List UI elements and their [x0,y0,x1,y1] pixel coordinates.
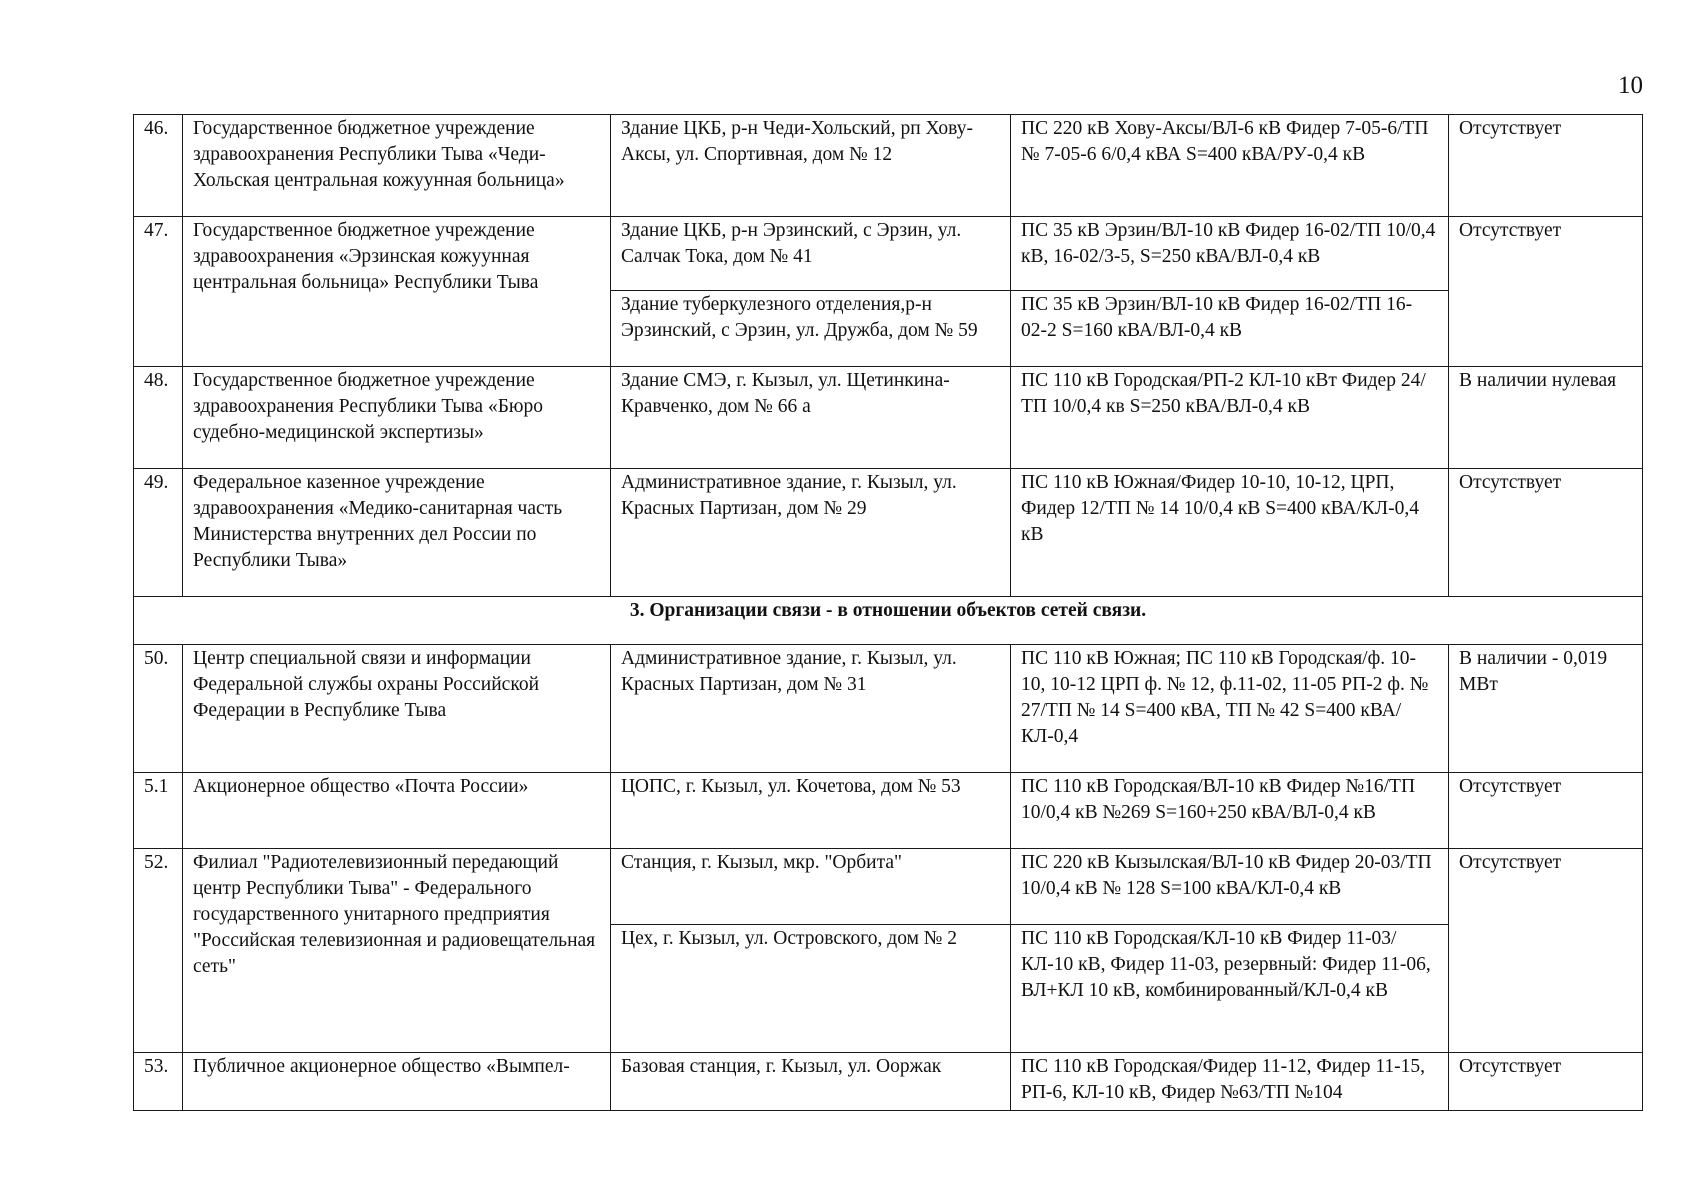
power-supply-scheme: ПС 110 кВ Городская/Фидер 11-12, Фидер 11-15, РП-6, КЛ-10 кВ, Фидер №63/ТП №104 [1011,1053,1449,1111]
row-number: 53. [134,1053,183,1111]
power-supply-scheme: ПС 220 кВ Хову-Аксы/ВЛ-6 кВ Фидер 7-05-6/ТП № 7-05-6 6/0,4 кВА S=400 кВА/РУ-0,4 кВ [1011,115,1449,217]
reserve-status: В наличии нулевая [1449,367,1643,469]
power-supply-scheme: ПС 35 кВ Эрзин/ВЛ-10 кВ Фидер 16-02/ТП 10/0,4 кВ, 16-02/3-5, S=250 кВА/ВЛ-0,4 кВ [1011,217,1449,291]
object-address: Административное здание, г. Кызыл, ул. Красных Партизан, дом № 29 [611,469,1011,597]
organization-name: Центр специальной связи и информации Федеральной службы охраны Российской Федерации в Республике Тыва [183,645,611,773]
reserve-status: Отсутствует [1449,1053,1643,1111]
power-supply-scheme: ПС 110 кВ Южная; ПС 110 кВ Городская/ф. 10-10, 10-12 ЦРП ф. № 12, ф.11-02, 11-05 РП-2 ф. № 27/ТП № 14 S=400 кВА, ТП № 42 S=400 кВА/КЛ-0,4 [1011,645,1449,773]
table-row [134,773,1643,849]
page-number: 10 [1618,72,1643,99]
section-heading-row [134,597,1643,645]
table-row [134,367,1643,469]
reserve-status: Отсутствует [1449,115,1643,217]
row-number: 5.1 [134,773,183,849]
row-number: 50. [134,645,183,773]
power-supply-scheme: ПС 110 кВ Городская/РП-2 КЛ-10 кВт Фидер 24/ТП 10/0,4 кв S=250 кВА/ВЛ-0,4 кВ [1011,367,1449,469]
reserve-status: Отсутствует [1449,469,1643,597]
table-row [134,217,1643,291]
row-number: 47. [134,217,183,367]
table-row [134,115,1643,217]
section-heading: 3. Организации связи - в отношении объектов сетей связи. [134,597,1643,645]
power-supply-scheme: ПС 110 кВ Городская/КЛ-10 кВ Фидер 11-03/КЛ-10 кВ, Фидер 11-03, резервный: Фидер 11-06, ВЛ+КЛ 10 кВ, комбинированный/КЛ-0,4 кВ [1011,925,1449,1053]
object-address: Станция, г. Кызыл, мкр. "Орбита" [611,849,1011,925]
object-address: Административное здание, г. Кызыл, ул. Красных Партизан, дом № 31 [611,645,1011,773]
object-address: Здание ЦКБ, р-н Эрзинский, с Эрзин, ул. Салчак Тока, дом № 41 [611,217,1011,291]
table-row [134,645,1643,773]
reserve-status: Отсутствует [1449,849,1643,1053]
row-number: 52. [134,849,183,1053]
organization-name: Государственное бюджетное учреждение здравоохранения «Эрзинская кожуунная центральная больница» Республики Тыва [183,217,611,367]
object-address: Цех, г. Кызыл, ул. Островского, дом № 2 [611,925,1011,1053]
reserve-status: Отсутствует [1449,217,1643,367]
row-number: 46. [134,115,183,217]
object-address: Базовая станция, г. Кызыл, ул. Ооржак [611,1053,1011,1111]
objects-table [133,114,1643,1111]
reserve-status: В наличии - 0,019 МВт [1449,645,1643,773]
object-address: Здание туберкулезного отделения,р-н Эрзинский, с Эрзин, ул. Дружба, дом № 59 [611,291,1011,367]
row-number: 48. [134,367,183,469]
table-row [134,469,1643,597]
table-row [134,1053,1643,1111]
organization-name: Государственное бюджетное учреждение здравоохранения Республики Тыва «Чеди-Хольская центральная кожуунная больница» [183,115,611,217]
reserve-status: Отсутствует [1449,773,1643,849]
power-supply-scheme: ПС 110 кВ Городская/ВЛ-10 кВ Фидер №16/ТП 10/0,4 кВ №269 S=160+250 кВА/ВЛ-0,4 кВ [1011,773,1449,849]
power-supply-scheme: ПС 220 кВ Кызылская/ВЛ-10 кВ Фидер 20-03/ТП 10/0,4 кВ № 128 S=100 кВА/КЛ-0,4 кВ [1011,849,1449,925]
object-address: Здание СМЭ, г. Кызыл, ул. Щетинкина-Кравченко, дом № 66 а [611,367,1011,469]
organization-name: Филиал "Радиотелевизионный передающий центр Республики Тыва" - Федерального государственного унитарного предприятия "Российская телевизионная и радиовещательная сеть" [183,849,611,1053]
object-address: ЦОПС, г. Кызыл, ул. Кочетова, дом № 53 [611,773,1011,849]
organization-name: Публичное акционерное общество «Вымпел- [183,1053,611,1111]
organization-name: Акционерное общество «Почта России» [183,773,611,849]
row-number: 49. [134,469,183,597]
organization-name: Федеральное казенное учреждение здравоохранения «Медико-санитарная часть Министерства внутренних дел России по Республики Тыва» [183,469,611,597]
object-address: Здание ЦКБ, р-н Чеди-Хольский, рп Хову-Аксы, ул. Спортивная, дом № 12 [611,115,1011,217]
power-supply-scheme: ПС 35 кВ Эрзин/ВЛ-10 кВ Фидер 16-02/ТП 16-02-2 S=160 кВА/ВЛ-0,4 кВ [1011,291,1449,367]
organization-name: Государственное бюджетное учреждение здравоохранения Республики Тыва «Бюро судебно-медицинской экспертизы» [183,367,611,469]
power-supply-scheme: ПС 110 кВ Южная/Фидер 10-10, 10-12, ЦРП, Фидер 12/ТП № 14 10/0,4 кВ S=400 кВА/КЛ-0,4 кВ [1011,469,1449,597]
table-row [134,849,1643,925]
